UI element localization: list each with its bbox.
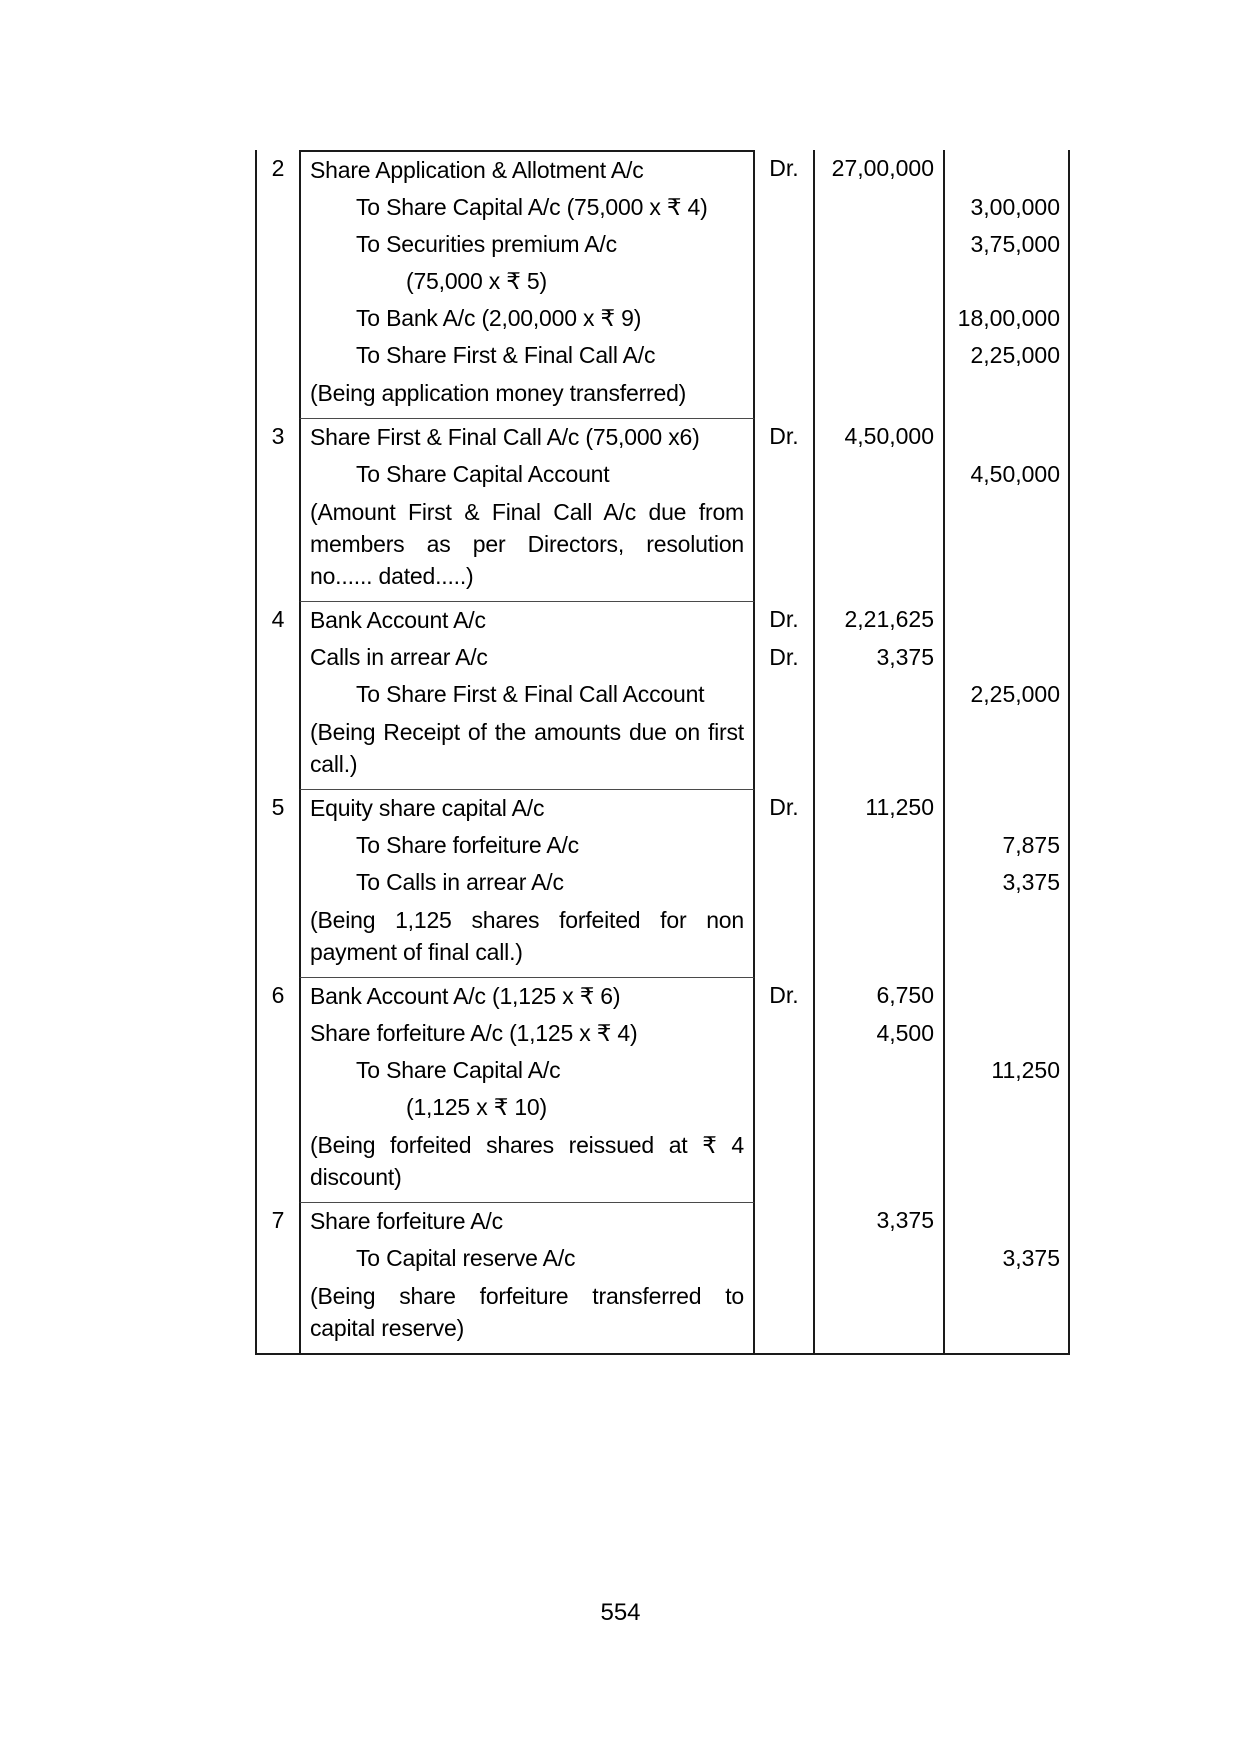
dr-label-cell	[755, 1015, 813, 1052]
particulars-cell: To Share First & Final Call Account	[299, 676, 755, 713]
debit-amount-cell: 4,50,000	[813, 418, 945, 456]
credit-amount-cell: 2,25,000	[945, 676, 1070, 713]
debit-amount-cell	[813, 1277, 945, 1353]
journal-entry	[255, 977, 1070, 1202]
entry-serial-cell	[255, 1089, 299, 1126]
narration-text: (Being 1,125 shares forfeited for non payment of final call.)	[299, 901, 755, 977]
dr-label-cell	[755, 713, 813, 789]
debit-amount-cell	[813, 1089, 945, 1126]
journal-table	[255, 150, 1070, 1355]
credit-amount-cell: 3,375	[945, 1240, 1070, 1277]
entry-line	[255, 639, 1070, 676]
particulars-cell: To Calls in arrear A/c	[299, 864, 755, 901]
credit-amount-cell: 18,00,000	[945, 300, 1070, 337]
journal-entry	[255, 601, 1070, 789]
entry-line	[255, 418, 1070, 456]
debit-amount-cell	[813, 901, 945, 977]
dr-label-cell: Dr.	[769, 423, 799, 449]
narration-text: (Being forfeited shares reissued at ₹ 4 discount)	[299, 1126, 755, 1202]
particulars-cell: Share forfeiture A/c (1,125 x ₹ 4)	[299, 1015, 755, 1052]
particulars-cell: To Capital reserve A/c	[299, 1240, 755, 1277]
dr-label-cell	[755, 456, 813, 493]
debit-amount-cell	[813, 713, 945, 789]
dr-label-cell	[755, 864, 813, 901]
credit-amount-cell: 3,00,000	[945, 189, 1070, 226]
entry-line	[255, 827, 1070, 864]
debit-amount-cell	[813, 189, 945, 226]
credit-amount-cell: 3,375	[945, 864, 1070, 901]
credit-amount-cell: 7,875	[945, 827, 1070, 864]
entry-line	[255, 226, 1070, 263]
debit-amount-cell: 4,500	[813, 1015, 945, 1052]
entry-serial-cell	[255, 456, 299, 493]
entry-line	[255, 1240, 1070, 1277]
credit-amount-cell: 3,75,000	[945, 226, 1070, 263]
entry-serial-cell	[255, 827, 299, 864]
entry-line	[255, 1089, 1070, 1126]
entry-serial-cell	[255, 226, 299, 263]
particulars-cell: Bank Account A/c (1,125 x ₹ 6)	[299, 977, 755, 1015]
entry-serial-cell	[255, 189, 299, 226]
credit-amount-cell	[945, 1089, 1070, 1126]
entry-line	[255, 601, 1070, 639]
narration-line	[255, 901, 1070, 977]
narration-line	[255, 374, 1070, 418]
debit-amount-cell: 11,250	[813, 789, 945, 827]
particulars-cell: Share forfeiture A/c	[299, 1202, 755, 1240]
dr-label-cell: Dr.	[769, 794, 799, 820]
debit-amount-cell	[813, 827, 945, 864]
entry-serial-cell	[255, 493, 299, 601]
entry-line	[255, 300, 1070, 337]
credit-amount-cell	[945, 263, 1070, 300]
credit-amount-cell	[945, 374, 1070, 418]
entry-serial-cell	[255, 1240, 299, 1277]
entry-line	[255, 1202, 1070, 1240]
narration-text: (Being share forfeiture transferred to capital reserve)	[299, 1277, 755, 1353]
credit-amount-cell	[945, 1126, 1070, 1202]
debit-amount-cell	[813, 374, 945, 418]
entry-serial-cell: 4	[255, 601, 299, 639]
dr-label-cell	[755, 337, 813, 374]
particulars-cell: To Share Capital Account	[299, 456, 755, 493]
credit-amount-cell	[945, 639, 1070, 676]
entry-line	[255, 150, 1070, 189]
particulars-cell: Share Application & Allotment A/c	[299, 150, 755, 189]
journal-entry	[255, 789, 1070, 977]
narration-text: (Amount First & Final Call A/c due from members as per Directors, resolution no...... dated.....)	[299, 493, 755, 601]
debit-amount-cell	[813, 1052, 945, 1089]
debit-amount-cell	[813, 1240, 945, 1277]
particulars-cell: To Share forfeiture A/c	[299, 827, 755, 864]
particulars-cell: Equity share capital A/c	[299, 789, 755, 827]
entry-serial-cell: 3	[255, 418, 299, 456]
credit-amount-cell	[945, 901, 1070, 977]
journal-entry	[255, 1202, 1070, 1353]
credit-amount-cell	[945, 789, 1070, 827]
entry-line	[255, 977, 1070, 1015]
credit-amount-cell	[945, 713, 1070, 789]
particulars-cell: To Bank A/c (2,00,000 x ₹ 9)	[299, 300, 755, 337]
entry-serial-cell	[255, 639, 299, 676]
dr-label-cell	[755, 1126, 813, 1202]
entry-line	[255, 789, 1070, 827]
debit-amount-cell	[813, 300, 945, 337]
credit-amount-cell	[945, 150, 1070, 189]
entry-line	[255, 864, 1070, 901]
particulars-cell: To Share Capital A/c (75,000 x ₹ 4)	[299, 189, 755, 226]
entry-serial-cell	[255, 901, 299, 977]
dr-label-cell	[755, 827, 813, 864]
credit-amount-cell: 11,250	[945, 1052, 1070, 1089]
dr-label-cell	[755, 1240, 813, 1277]
entry-serial-cell	[255, 263, 299, 300]
debit-amount-cell	[813, 263, 945, 300]
debit-amount-cell	[813, 864, 945, 901]
dr-label-cell	[755, 493, 813, 601]
entry-line	[255, 676, 1070, 713]
dr-label-cell	[755, 1202, 813, 1240]
entry-line	[255, 337, 1070, 374]
dr-label-cell	[755, 1089, 813, 1126]
narration-line	[255, 493, 1070, 601]
entry-serial-cell	[255, 713, 299, 789]
dr-label-cell: Dr.	[769, 606, 799, 632]
credit-amount-cell	[945, 977, 1070, 1015]
credit-amount-cell	[945, 1277, 1070, 1353]
entry-serial-cell	[255, 1126, 299, 1202]
debit-amount-cell: 3,375	[813, 1202, 945, 1240]
particulars-cell: To Share First & Final Call A/c	[299, 337, 755, 374]
debit-amount-cell: 2,21,625	[813, 601, 945, 639]
entry-line	[255, 189, 1070, 226]
narration-line	[255, 713, 1070, 789]
debit-amount-cell	[813, 1126, 945, 1202]
dr-label-cell	[755, 676, 813, 713]
narration-text: (Being Receipt of the amounts due on first call.)	[299, 713, 755, 789]
dr-label-cell	[755, 1052, 813, 1089]
credit-amount-cell	[945, 418, 1070, 456]
credit-amount-cell	[945, 1015, 1070, 1052]
particulars-cell: Bank Account A/c	[299, 601, 755, 639]
dr-label-cell	[755, 189, 813, 226]
particulars-cell: (75,000 x ₹ 5)	[299, 263, 755, 300]
debit-amount-cell	[813, 493, 945, 601]
entry-serial-cell: 6	[255, 977, 299, 1015]
page-number: 554	[600, 1599, 641, 1626]
entry-serial-cell	[255, 1277, 299, 1353]
entry-serial-cell: 2	[255, 150, 299, 189]
debit-amount-cell	[813, 226, 945, 263]
credit-amount-cell: 2,25,000	[945, 337, 1070, 374]
entry-serial-cell	[255, 300, 299, 337]
credit-amount-cell	[945, 601, 1070, 639]
narration-line	[255, 1126, 1070, 1202]
journal-entry	[255, 418, 1070, 601]
dr-label-cell	[755, 901, 813, 977]
dr-label-cell: Dr.	[769, 644, 799, 670]
particulars-cell: Share First & Final Call A/c (75,000 x6)	[299, 418, 755, 456]
entry-line	[255, 456, 1070, 493]
entry-line	[255, 1015, 1070, 1052]
particulars-cell: To Share Capital A/c	[299, 1052, 755, 1089]
entry-serial-cell	[255, 864, 299, 901]
particulars-cell: To Securities premium A/c	[299, 226, 755, 263]
dr-label-cell: Dr.	[769, 155, 799, 181]
debit-amount-cell	[813, 337, 945, 374]
entry-serial-cell	[255, 337, 299, 374]
entry-line	[255, 263, 1070, 300]
entry-serial-cell: 5	[255, 789, 299, 827]
debit-amount-cell: 3,375	[813, 639, 945, 676]
entry-serial-cell	[255, 374, 299, 418]
dr-label-cell: Dr.	[769, 982, 799, 1008]
entry-serial-cell	[255, 1052, 299, 1089]
debit-amount-cell	[813, 456, 945, 493]
credit-amount-cell	[945, 1202, 1070, 1240]
debit-amount-cell	[813, 676, 945, 713]
dr-label-cell	[755, 263, 813, 300]
journal-entry	[255, 150, 1070, 418]
entry-serial-cell: 7	[255, 1202, 299, 1240]
dr-label-cell	[755, 226, 813, 263]
dr-label-cell	[755, 1277, 813, 1353]
dr-label-cell	[755, 300, 813, 337]
entry-serial-cell	[255, 676, 299, 713]
debit-amount-cell: 6,750	[813, 977, 945, 1015]
entry-line	[255, 1052, 1070, 1089]
narration-text: (Being application money transferred)	[299, 374, 755, 418]
credit-amount-cell	[945, 493, 1070, 601]
entry-serial-cell	[255, 1015, 299, 1052]
dr-label-cell	[755, 374, 813, 418]
particulars-cell: Calls in arrear A/c	[299, 639, 755, 676]
particulars-cell: (1,125 x ₹ 10)	[299, 1089, 755, 1126]
narration-line	[255, 1277, 1070, 1353]
credit-amount-cell: 4,50,000	[945, 456, 1070, 493]
debit-amount-cell: 27,00,000	[813, 150, 945, 189]
